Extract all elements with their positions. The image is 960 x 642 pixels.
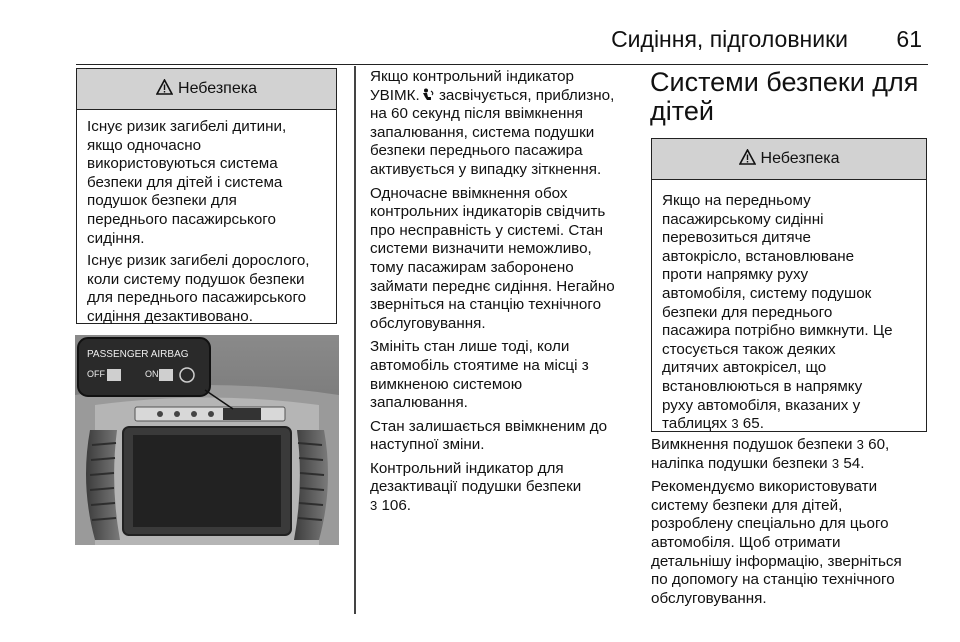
line: Вимкнення подушок безпеки — [651, 436, 857, 453]
line: таблицях — [662, 415, 732, 433]
line: якщо одночасно — [87, 136, 202, 154]
column-divider — [354, 66, 356, 614]
line: безпеки для переднього — [662, 303, 833, 321]
line: наліпка подушки безпеки — [651, 454, 832, 472]
line: руху автомобіля, вказаних у — [662, 396, 861, 414]
panel-label: PASSENGER AIRBAG — [87, 349, 189, 360]
paragraph — [370, 418, 642, 455]
line: УВІМК. — [370, 86, 420, 104]
paragraph — [370, 68, 642, 180]
line: Одночасне ввімкнення обох — [370, 184, 568, 202]
line: обслуговування. — [370, 314, 486, 332]
warning-paragraph — [662, 192, 916, 434]
warning-box-airbag — [76, 68, 337, 324]
line: вимкненою системою — [370, 375, 523, 393]
line: контрольних індикаторів свідчить — [370, 203, 606, 221]
line: по допомогу на станцію технічного — [651, 571, 895, 589]
line: автомобіля, систему подушок — [662, 284, 872, 302]
column-2-text — [370, 68, 642, 521]
warning-triangle-icon — [156, 79, 173, 100]
warning-header — [652, 139, 926, 180]
line: автокрісло, встановлюване — [662, 247, 855, 265]
on-label: ON — [145, 369, 159, 379]
line: перевозиться дитяче — [662, 229, 811, 247]
line: пасажира потрібно вимкнути. Це — [662, 322, 893, 340]
line: активується у випадку зіткнення. — [370, 160, 602, 178]
warning-header — [77, 69, 336, 110]
warning-body — [77, 110, 336, 339]
paragraph — [651, 478, 941, 608]
paragraph — [370, 460, 642, 516]
heading-line: Системи безпеки для — [650, 67, 919, 97]
line: сидіння. — [87, 229, 145, 247]
line: подушок безпеки для — [87, 192, 237, 210]
warning-paragraph — [87, 252, 326, 326]
warning-body — [652, 180, 926, 446]
page-ref-link[interactable]: 106. — [377, 497, 412, 515]
line: безпеки для дітей і система — [87, 173, 283, 191]
airbag-seat-indicator-icon — [420, 87, 435, 104]
line: зверніться на станцію технічного — [370, 296, 602, 314]
page-ref-arrow[interactable]: 3 — [731, 416, 739, 432]
warning-box-child-seat — [651, 138, 927, 432]
page-ref-link[interactable]: 60, — [863, 436, 890, 453]
line: запалювання. — [370, 394, 468, 412]
line: Рекомендуємо використовувати — [651, 478, 878, 496]
line: коли систему подушок безпеки — [87, 270, 305, 288]
paragraph — [370, 185, 642, 334]
line: тому пасажирам заборонено — [370, 258, 574, 276]
line: Існує ризик загибелі дорослого, — [87, 252, 310, 270]
line: дитячих автокрісел, що — [662, 359, 827, 377]
line: Контрольний індикатор для — [370, 459, 564, 477]
line: Змініть стан лише тоді, коли — [370, 338, 570, 356]
page-header — [76, 18, 928, 65]
line: Існує ризик загибелі дитини, — [87, 118, 287, 135]
header-title: Сидіння, підголовники — [611, 26, 848, 52]
line: системи визначити неможливо, — [370, 240, 592, 258]
line: сидіння дезактивовано. — [87, 307, 253, 325]
line: систему безпеки для дітей, — [651, 496, 843, 514]
page-ref-arrow[interactable]: 3 — [856, 437, 864, 452]
line: переднього пасажирського — [87, 210, 276, 228]
line: про несправність у системі. Стан — [370, 221, 603, 239]
page-ref-link[interactable]: 54. — [839, 454, 865, 472]
line: використовуються система — [87, 155, 278, 173]
warning-triangle-icon — [739, 149, 756, 170]
line: пасажирському сидінні — [662, 210, 824, 228]
off-label: OFF — [87, 369, 105, 379]
warning-title: Небезпека — [178, 80, 257, 97]
line: засвічується, приблизно, — [434, 86, 615, 104]
line: встановлюються в напрямку — [662, 377, 863, 395]
section-heading — [650, 68, 940, 126]
page-ref-arrow[interactable]: 3 — [370, 498, 378, 514]
line: обслуговування. — [651, 589, 767, 607]
line: Якщо контрольний індикатор — [370, 68, 574, 85]
line: запалювання, система подушки — [370, 123, 595, 141]
line: на 60 секунд після ввімкнення — [370, 105, 584, 123]
dashboard-airbag-indicator-image — [75, 335, 339, 545]
warning-paragraph — [87, 118, 326, 248]
line: дезактивації подушки безпеки — [370, 478, 582, 496]
page-ref-link[interactable]: 65. — [738, 415, 764, 433]
paragraph — [651, 436, 941, 473]
line: Якщо на передньому — [662, 192, 811, 209]
line: стосується також деяких — [662, 340, 836, 358]
line: автомобіля. Щоб отримати — [651, 533, 841, 551]
line: займати переднє сидіння. Негайно — [370, 277, 615, 295]
paragraph — [370, 338, 642, 412]
page-number: 61 — [896, 26, 922, 52]
line: Стан залишається ввімкненим до — [370, 417, 608, 435]
line: розроблену спеціально для цього — [651, 515, 889, 533]
line: наступної зміни. — [370, 436, 485, 454]
line: безпеки переднього пасажира — [370, 142, 583, 160]
line: автомобіль стоятиме на місці з — [370, 356, 589, 374]
column-3-text — [651, 436, 941, 613]
line: проти напрямку руху — [662, 266, 809, 284]
page-ref-arrow[interactable]: 3 — [831, 455, 840, 471]
line: детальнішу інформацію, зверніться — [651, 552, 902, 570]
heading-line: дітей — [650, 96, 714, 126]
warning-title: Небезпека — [760, 150, 840, 167]
line: для переднього пасажирського — [87, 289, 307, 307]
